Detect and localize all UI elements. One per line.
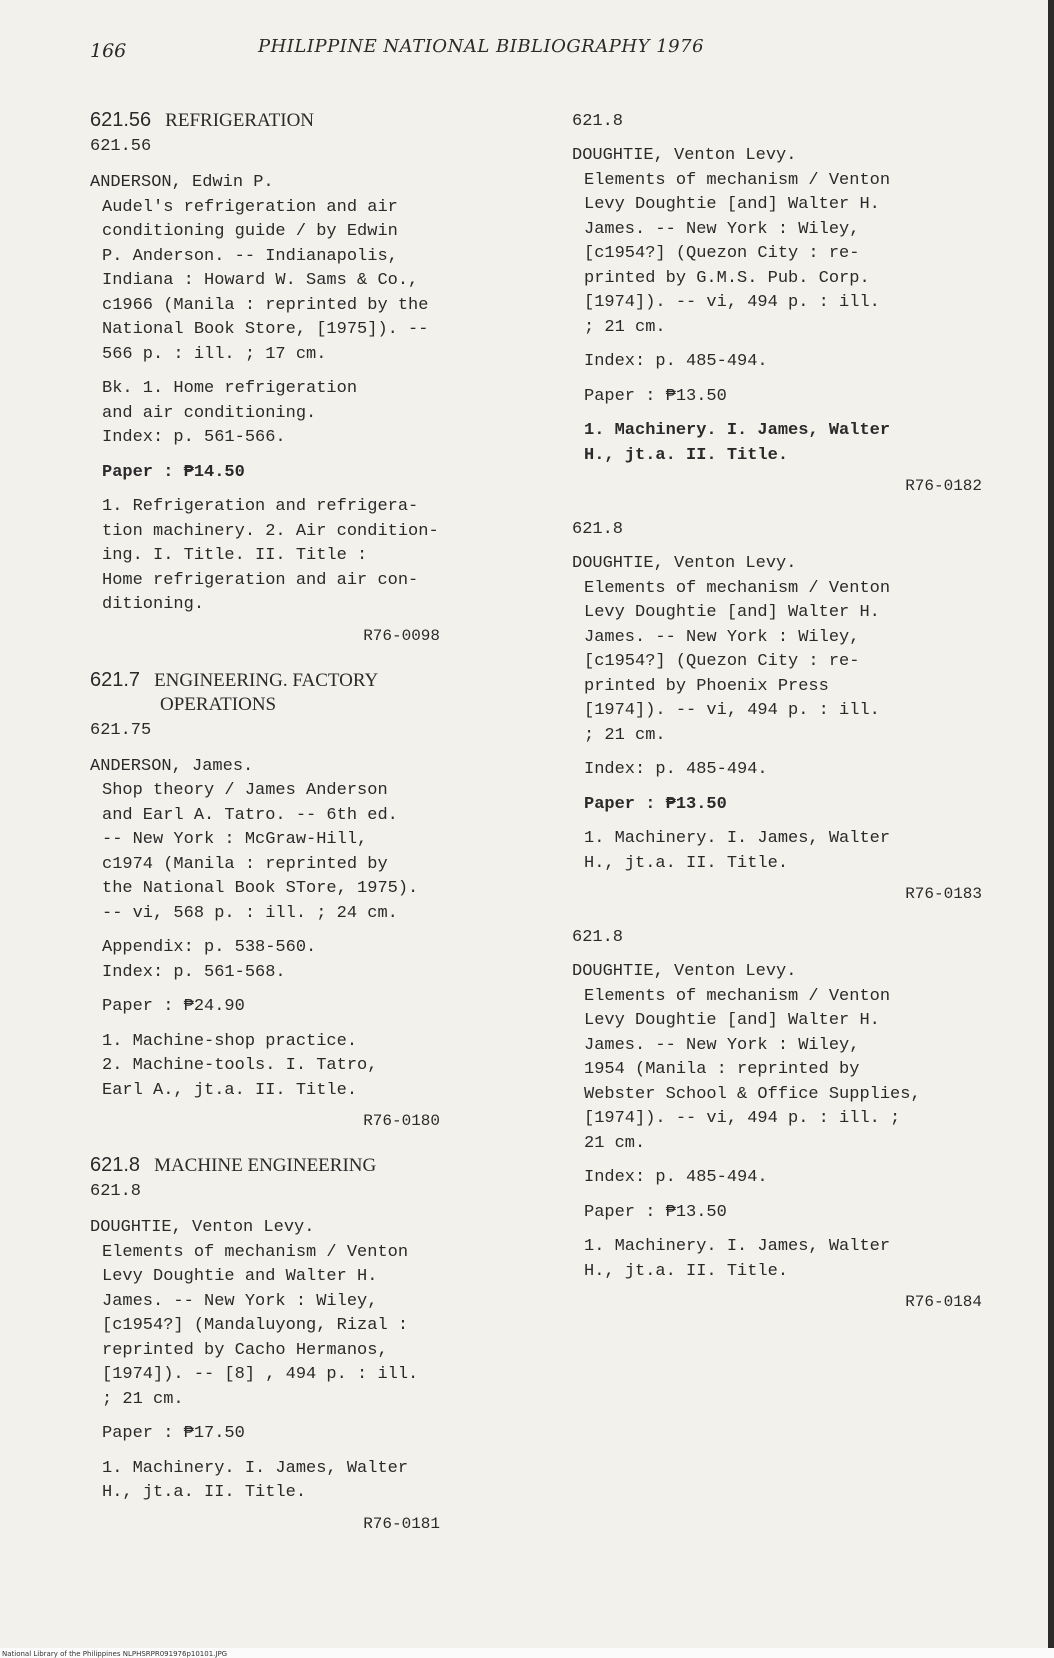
- entry-r76-0180: [90, 755, 530, 1134]
- price: Paper : ₱13.50: [584, 386, 727, 406]
- desc-line: Levy Doughtie [and] Walter H.: [584, 1011, 880, 1030]
- tracing-line: H., jt.a. II. Title.: [584, 853, 789, 873]
- desc-line: Elements of mechanism / Venton: [584, 578, 891, 598]
- left-column: [90, 108, 530, 1556]
- tracing-line: ditioning.: [102, 595, 205, 614]
- entry-r76-0098: [90, 171, 530, 648]
- entry-r76-0184: [572, 926, 1012, 1314]
- desc-line: James. -- New York : Wiley,: [584, 219, 860, 239]
- entry-r76-0181: [90, 1216, 530, 1536]
- index-note: Index: p. 485-494.: [584, 352, 768, 371]
- desc-line: [1974]). -- [8] , 494 p. : ill.: [102, 1365, 419, 1384]
- index-note: Index: p. 485-494.: [584, 1168, 768, 1187]
- desc-line: [c1954?] (Quezon City : re-: [584, 244, 860, 263]
- desc-line: -- vi, 568 p. : ill. ; 24 cm.: [102, 903, 398, 923]
- entry-heading: DOUGHTIE, Venton Levy.: [572, 554, 797, 573]
- tracing-line: H., jt.a. II. Title.: [584, 1261, 789, 1281]
- price: Paper : ₱13.50: [584, 1202, 727, 1222]
- desc-line: Levy Doughtie [and] Walter H.: [584, 195, 880, 214]
- note-line: Bk. 1. Home refrigeration: [102, 379, 358, 398]
- tracing-line: tion machinery. 2. Air condition-: [102, 521, 439, 541]
- scan-footer: National Library of the Philippines NLPHSRPR091976p10101.JPG: [2, 1650, 228, 1658]
- record-number: R76-0181: [363, 1514, 440, 1533]
- desc-line: James. -- New York : Wiley,: [584, 1035, 860, 1055]
- desc-line: P. Anderson. -- Indianapolis,: [102, 246, 398, 266]
- entry-heading: DOUGHTIE, Venton Levy.: [90, 1218, 315, 1237]
- tracing-line: 2. Machine-tools. I. Tatro,: [102, 1056, 378, 1075]
- desc-line: 1954 (Manila : reprinted by: [584, 1060, 860, 1079]
- tracing-line: 1. Machinery. I. James, Walter: [102, 1458, 409, 1478]
- call-number: 621.8: [572, 928, 624, 947]
- desc-line: Levy Doughtie and Walter H.: [102, 1267, 378, 1286]
- right-column: [572, 108, 1012, 1334]
- desc-line: Elements of mechanism / Venton: [102, 1242, 409, 1262]
- section-heading-engineering: 621.7 ENGINEERING. FACTORY OPERATIONS: [90, 668, 379, 715]
- desc-line: the National Book STore, 1975).: [102, 879, 419, 898]
- desc-line: -- New York : McGraw-Hill,: [102, 830, 368, 849]
- call-number: 621.8: [572, 112, 624, 131]
- entry-heading: DOUGHTIE, Venton Levy.: [572, 146, 797, 165]
- tracing-line: H., jt.a. II. Title.: [584, 445, 789, 465]
- price: Paper : ₱24.90: [102, 997, 245, 1016]
- tracing-line: H., jt.a. II. Title.: [102, 1483, 307, 1502]
- desc-line: c1974 (Manila : reprinted by: [102, 854, 388, 874]
- record-number: R76-0184: [905, 1293, 982, 1311]
- desc-line: printed by G.M.S. Pub. Corp.: [584, 268, 870, 288]
- desc-line: Elements of mechanism / Venton: [584, 170, 891, 190]
- scan-edge: [1048, 0, 1054, 1658]
- desc-line: ; 21 cm.: [102, 1389, 184, 1409]
- desc-line: [c1954?] (Mandaluyong, Rizal :: [102, 1316, 409, 1335]
- record-number: R76-0182: [905, 477, 982, 495]
- tracing-line: Earl A., jt.a. II. Title.: [102, 1080, 358, 1100]
- index-note: Index: p. 485-494.: [584, 760, 768, 779]
- desc-line: National Book Store, [1975]). --: [102, 320, 429, 339]
- entry-heading: ANDERSON, James.: [90, 756, 254, 776]
- price: Paper : ₱17.50: [102, 1424, 245, 1443]
- entry-heading: DOUGHTIE, Venton Levy.: [572, 962, 797, 981]
- price: Paper : ₱14.50: [102, 462, 245, 482]
- call-number: 621.8: [572, 520, 624, 539]
- price: Paper : ₱13.50: [584, 794, 727, 814]
- running-title: PHILIPPINE NATIONAL BIBLIOGRAPHY 1976: [258, 36, 705, 57]
- tracing-line: 1. Machinery. I. James, Walter: [584, 421, 891, 440]
- desc-line: ; 21 cm.: [584, 725, 666, 745]
- desc-line: James. -- New York : Wiley,: [584, 627, 860, 647]
- desc-line: Elements of mechanism / Venton: [584, 986, 891, 1006]
- entry-r76-0183: [572, 518, 1012, 906]
- desc-line: c1966 (Manila : reprinted by the: [102, 295, 429, 315]
- record-number: R76-0098: [363, 626, 440, 645]
- desc-line: Indiana : Howard W. Sams & Co.,: [102, 271, 419, 290]
- tracing-line: 1. Refrigeration and refrigera-: [102, 497, 419, 516]
- desc-line: James. -- New York : Wiley,: [102, 1291, 378, 1311]
- desc-line: Levy Doughtie [and] Walter H.: [584, 603, 880, 622]
- note-line: and air conditioning.: [102, 403, 317, 423]
- desc-line: conditioning guide / by Edwin: [102, 222, 398, 241]
- tracing-line: Home refrigeration and air con-: [102, 570, 419, 590]
- record-number: R76-0183: [905, 885, 982, 903]
- desc-line: Shop theory / James Anderson: [102, 781, 388, 800]
- index-note: Index: p. 561-566.: [102, 428, 286, 447]
- desc-line: [1974]). -- vi, 494 p. : ill.: [584, 293, 880, 312]
- desc-line: [1974]). -- vi, 494 p. : ill.: [584, 701, 880, 720]
- call-number: 621.56: [90, 137, 152, 156]
- desc-line: [c1954?] (Quezon City : re-: [584, 652, 860, 671]
- record-number: R76-0180: [363, 1112, 440, 1130]
- entry-heading: ANDERSON, Edwin P.: [90, 173, 274, 192]
- desc-line: ; 21 cm.: [584, 317, 666, 337]
- desc-line: [1974]). -- vi, 494 p. : ill. ;: [584, 1109, 901, 1128]
- section-heading-refrigeration: 621.56 REFRIGERATION: [90, 109, 315, 131]
- desc-line: and Earl A. Tatro. -- 6th ed.: [102, 805, 398, 825]
- entry-r76-0182: [572, 110, 1012, 498]
- tracing-line: ing. I. Title. II. Title :: [102, 546, 368, 565]
- page-number: 166: [90, 40, 127, 62]
- desc-line: Audel's refrigeration and air: [102, 197, 398, 217]
- tracing-line: 1. Machinery. I. James, Walter: [584, 829, 891, 848]
- call-number: 621.75: [90, 720, 152, 740]
- note-line: Index: p. 561-568.: [102, 962, 286, 982]
- desc-line: 21 cm.: [584, 1133, 646, 1153]
- desc-line: reprinted by Cacho Hermanos,: [102, 1340, 388, 1360]
- desc-line: Webster School & Office Supplies,: [584, 1084, 921, 1104]
- desc-line: printed by Phoenix Press: [584, 676, 829, 696]
- call-number: 621.8: [90, 1182, 142, 1201]
- section-heading-machine-engineering: 621.8 MACHINE ENGINEERING: [90, 1154, 377, 1176]
- tracing-line: 1. Machine-shop practice.: [102, 1031, 358, 1051]
- note-line: Appendix: p. 538-560.: [102, 938, 317, 957]
- desc-line: 566 p. : ill. ; 17 cm.: [102, 344, 327, 364]
- tracing-line: 1. Machinery. I. James, Walter: [584, 1237, 891, 1256]
